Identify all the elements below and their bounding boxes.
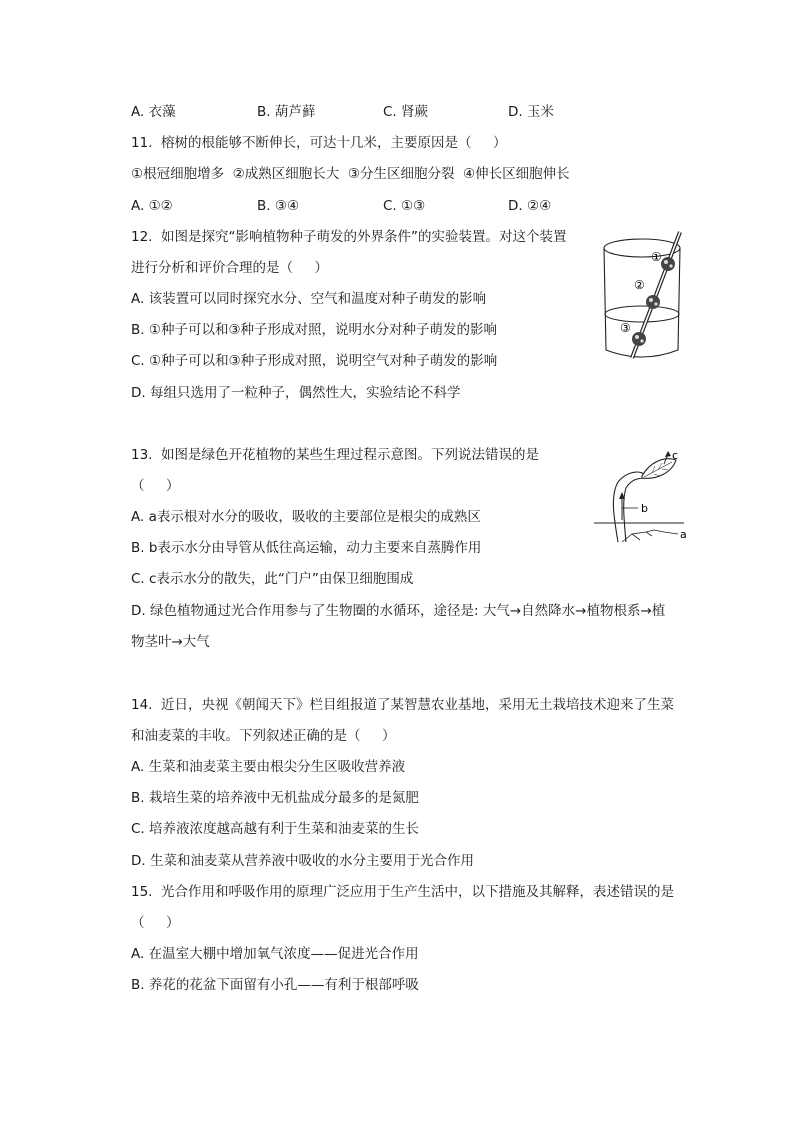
arrow-c	[665, 451, 671, 457]
q13-stem-line1: 13. 如图是绿色开花植物的某些生理过程示意图。下列说法错误的是	[131, 447, 540, 463]
q13-option-d-line2: 物茎叶→大气	[131, 634, 210, 650]
q15-stem-line1: 15. 光合作用和呼吸作用的原理广泛应用于生产生活中，以下措施及其解释，表述错误的是	[131, 884, 675, 900]
q11-option-d: D. ②④	[508, 198, 552, 214]
seed-3	[632, 332, 646, 346]
label-c: c	[672, 449, 679, 462]
q11-option-b: B. ③④	[257, 198, 300, 214]
q13-option-c: C. c表示水分的散失，此“门户”由保卫细胞围成	[131, 571, 414, 587]
q15-option-a: A. 在温室大棚中增加氧气浓度——促进光合作用	[131, 946, 419, 962]
seed-1	[661, 257, 675, 271]
q12-option-c: C. ①种子可以和③种子形成对照，说明空气对种子萌发的影响	[131, 353, 498, 369]
q11-option-c: C. ①③	[383, 198, 426, 214]
q14-option-b: B. 栽培生菜的培养液中无机盐成分最多的是氮肥	[131, 790, 419, 806]
water-surface	[605, 306, 679, 322]
q15-stem-line2: （ ）	[131, 915, 180, 931]
q14-stem-line2: 和油麦菜的丰收。下列叙述正确的是（ ）	[131, 728, 396, 744]
plant-water-transport-figure	[592, 448, 692, 544]
q13-option-d-line1: D. 绿色植物通过光合作用参与了生物圈的水循环，途径是: 大气→自然降水→植物根系→植	[131, 603, 666, 619]
q14-option-d: D. 生菜和油麦菜从营养液中吸收的水分主要用于光合作用	[131, 853, 474, 869]
q10-option-c: C. 肾蕨	[383, 104, 429, 120]
q10-option-a: A. 衣藻	[131, 104, 176, 120]
q11-stem: 11. 榕树的根能够不断伸长，可达十几米，主要原因是（ ）	[131, 135, 507, 151]
plant-stem	[613, 472, 644, 542]
seed-2	[646, 295, 660, 309]
q13-option-b: B. b表示水分由导管从低往高运输，动力主要来自蒸腾作用	[131, 540, 482, 556]
q15-option-b: B. 养花的花盆下面留有小孔——有利于根部呼吸	[131, 977, 419, 993]
q12-option-b: B. ①种子可以和③种子形成对照，说明水分对种子萌发的影响	[131, 322, 498, 338]
label-seed-1: ①	[651, 250, 662, 264]
q14-stem-line1: 14. 近日，央视《朝闻天下》栏目组报道了某智慧农业基地，采用无土栽培技术迎来了生菜	[131, 697, 675, 713]
q12-option-d: D. 每组只选用了一粒种子，偶然性大，实验结论不科学	[131, 385, 461, 401]
q14-option-c: C. 培养液浓度越高越有利于生菜和油麦菜的生长	[131, 821, 420, 837]
q11-statements: ①根冠细胞增多 ②成熟区细胞长大 ③分生区细胞分裂 ④伸长区细胞伸长	[131, 166, 570, 182]
q12-stem-line2: 进行分析和评价合理的是（ ）	[131, 260, 328, 276]
beaker-rim	[604, 239, 680, 257]
plant-roots	[622, 530, 664, 542]
q10-option-b: B. 葫芦藓	[257, 104, 316, 120]
label-seed-3: ③	[620, 321, 631, 335]
label-a: a	[680, 528, 687, 541]
seed-germination-beaker-figure	[598, 228, 690, 364]
label-seed-2: ②	[634, 278, 645, 292]
q14-option-a: A. 生菜和油麦菜主要由根尖分生区吸收营养液	[131, 759, 406, 775]
q12-stem-line1: 12. 如图是探究“影响植物种子萌发的外界条件”的实验装置。对这个装置	[131, 229, 567, 245]
q13-option-a: A. a表示根对水分的吸收，吸收的主要部位是根尖的成熟区	[131, 509, 481, 525]
q13-stem-line2: （ ）	[131, 478, 180, 494]
q12-option-a: A. 该装置可以同时探究水分、空气和温度对种子萌发的影响	[131, 291, 487, 307]
q10-option-d: D. 玉米	[508, 104, 554, 120]
label-b: b	[641, 502, 648, 515]
q11-option-a: A. ①②	[131, 198, 173, 214]
